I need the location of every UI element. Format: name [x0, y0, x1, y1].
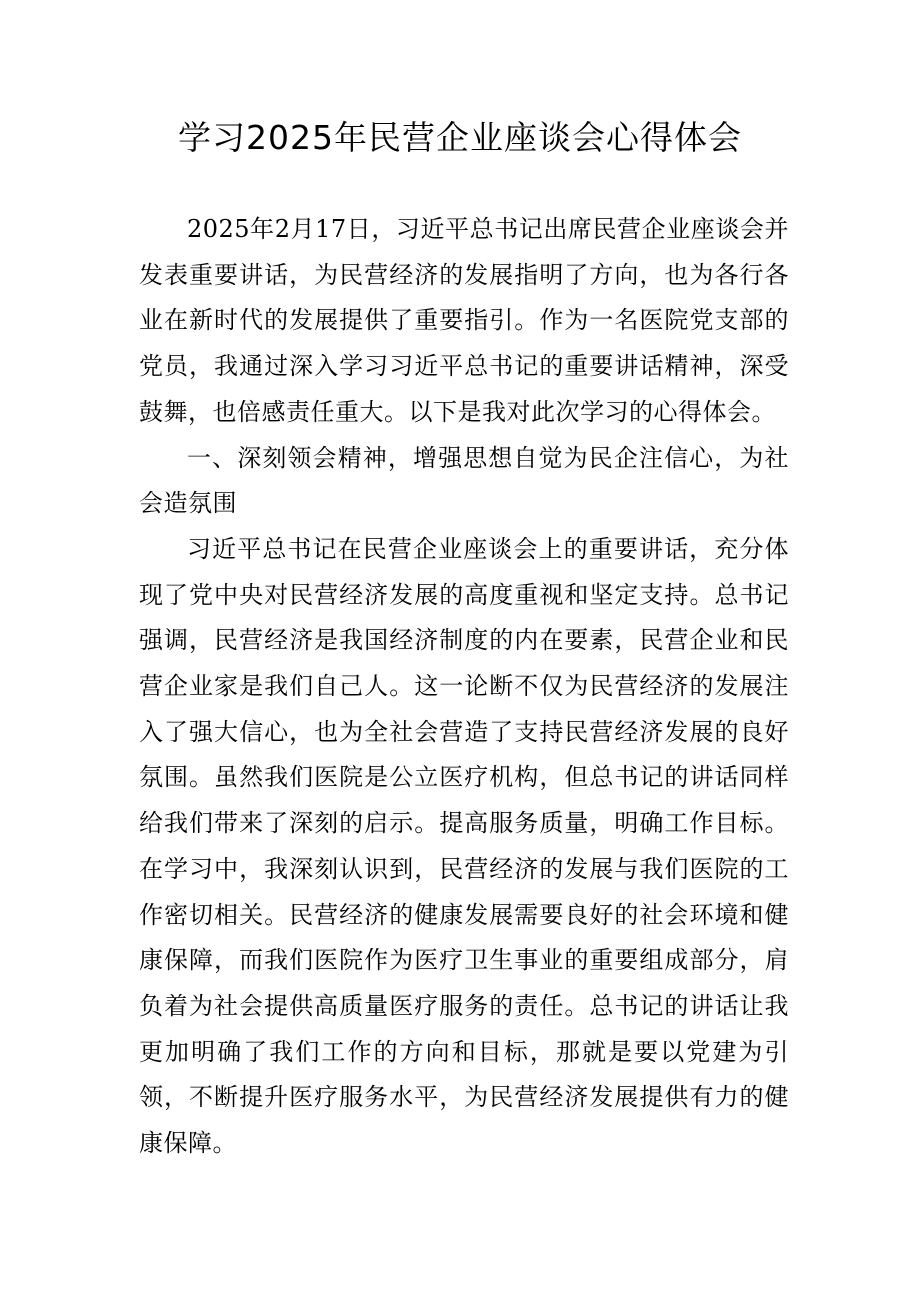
section-heading-1: 一、深刻领会精神，增强思想自觉为民企注信心，为社会造氛围 [139, 443, 789, 518]
paragraph-section-1: 习近平总书记在民营企业座谈会上的重要讲话，充分体现了党中央对民营经济发展的高度重视和坚定支持。总书记强调，民营经济是我国经济制度的内在要素，民营企业和民营企业家是我们自己人。这一论断不仅为民营经济的发展注入了强大信心，也为全社会营造了支持民营经济发展的良好氛围。虽然我们医院是公立医疗机构，但总书记的讲话同样给我们带来了深刻的启示。提高服务质量，明确工作目标。在学习中，我深刻认识到，民营经济的发展与我们医院的工作密切相关。民营经济的健康发展需要良好的社会环境和健康保障，而我们医院作为医疗卫生事业的重要组成部分，肩负着为社会提供高质量医疗服务的责任。总书记的讲话让我更加明确了我们工作的方向和目标，那就是要以党建为引领，不断提升医疗服务水平，为民营经济发展提供有力的健康保障。 [139, 534, 789, 1158]
document-body [139, 207, 789, 1167]
paragraph-intro: 2025年2月17日，习近平总书记出席民营企业座谈会并发表重要讲话，为民营经济的发展指明了方向，也为各行各业在新时代的发展提供了重要指引。作为一名医院党支部的党员，我通过深入学习习近平总书记的重要讲话精神，深受鼓舞，也倍感责任重大。以下是我对此次学习的心得体会。 [139, 215, 789, 426]
page-title: 学习2025年民营企业座谈会心得体会 [178, 118, 742, 157]
